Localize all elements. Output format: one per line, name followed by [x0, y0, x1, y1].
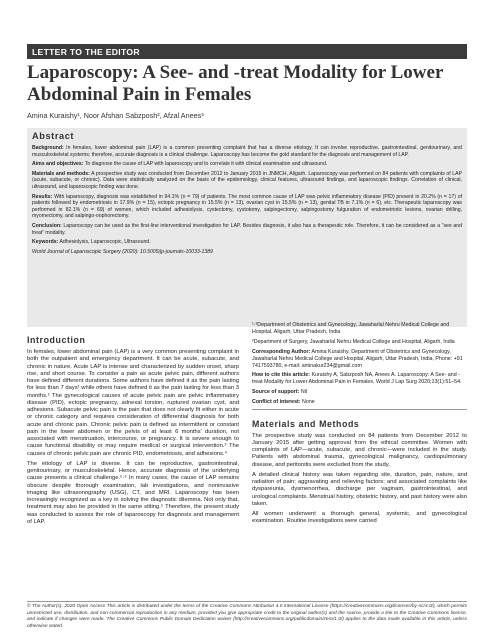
abstract-aims: Aims and objectives: To diagnose the cause of LAP with laparoscopy and to correlate it with clinical examination and ultrasound.: [32, 161, 328, 168]
abstract-conclusion: Conclusion: Laparoscopy can be used as the first-line interventional investigation for LAP. Besides diagnosis, it also has a therapeutic role. Therefore, it can be considered as a “see and treat” modality.: [32, 222, 463, 236]
methods-paragraph-1: The prospective study was conducted on 84 patients from December 2012 to January 2015 after getting approval from the ethical committee. Women with complaints of LAP—acute, subacute, and chronic—were included in the study. Patients with abdominal trauma, gynecological malignancy, cardiopulmonary disease, and peritonitis were excluded from the study.: [252, 432, 467, 468]
left-column: [27, 335, 239, 529]
source-of-support: Source of support: Nil: [252, 389, 308, 396]
methods-heading: Materials and Methods: [252, 418, 360, 429]
affiliation-1: ¹·³Department of Obstetrics and Gynecology, Jawaharlal Nehru Medical College and Hospital, Aligarh, Uttar Pradesh, India: [252, 322, 450, 335]
journal-citation: World Journal of Laparoscopic Surgery (2020): 10.5005/jp-journals-10033-1389: [32, 248, 213, 255]
affiliation-2: ²Department of Surgery, Jawaharlal Nehru Medical College and Hospital, Aligarh, India: [252, 338, 455, 345]
introduction-heading: Introduction: [27, 335, 86, 345]
abstract-keywords: Keywords: Adhesiolysis, Laparoscopic, Ultrasound.: [32, 239, 151, 246]
abstract-background: Background: In females, lower abdominal pain (LAP) is a common presenting complaint that has a diverse etiology. It can involve reproductive, gastrointestinal, genitourinary, and musculoskeletal systems; therefore, accurate diagnosis is a clinical challenge. Laparoscopy has become the gold standard for the diagnosis and management of LAP.: [32, 145, 462, 158]
abstract-box: [27, 128, 467, 327]
conflict-of-interest: Conflict of interest: None: [252, 399, 315, 406]
author-list: Amina Kuraishy¹, Noor Afshan Sabzposh², Afzal Anees³: [27, 111, 204, 120]
article-title: Laparoscopy: A See- and -treat Modality for Lower Abdominal Pain in Females: [27, 62, 444, 105]
footer-divider: [27, 601, 467, 602]
abstract-results: Results: With laparoscopy, diagnosis was established in 94.1% (n = 79) of patients. The most common cause of LAP was pelvic inflammatory disease (PID) present in 20.2% (n = 17) of patients followed by endometriosis in 17.9% (n = 15), ectopic pregnancy in 15.5% (n = 13), ovarian cyst in 15.5% (n = 13), genital TB in 7.1% (n = 6), etc. Therapeutic laparoscopy was performed in 82.1% (n = 69) of women, which included adhesiolysis, cystectomy, cystotomy, salpingectomy, salpingostomy fulguration of endometriotic lesions, ovarian drilling, myomectomy, and salpingo-oophorectomy.: [32, 193, 462, 220]
divider: [252, 409, 467, 410]
corresponding-author: Corresponding Author: Amina Kuraishy, Department of Obstetrics and Gynecology, Jawaharlal Nehru Medical College and Hospital, Aligarh, Uttar Pradesh, India, Phone: +91 7417593780, e-mail: aminakur234@gmail.com: [252, 348, 463, 369]
introduction-paragraph-2: The etiology of LAP is diverse. It can be reproductive, gastrointestinal, genitourinary, or musculoskeletal. Hence, accurate diagnosis of the underlying cause presents a clinical challenge.⁵·⁶ In many cases, the cause of LAP remains obscure despite thorough examination, lab investigations, and noninvasive imaging like ultrasonography (USG), CT, and MRI. Laparoscopy has been increasingly recognized as a key in solving the diagnostic dilemma. Not only that, treatment may also be provided in the same sitting.⁵ Therefore, the present study was conducted to assess the role of laparoscopy for diagnosis and management of LAP.: [27, 460, 239, 525]
introduction-paragraph-1: In females, lower abdominal pain (LAP) is a very common presenting complaint in both the outpatient and emergency department. It can be acute, subacute, and chronic in nature. Acute LAP is intense and characterized by sudden onset, sharp rise, and short course. To consider a pain as acute pelvic pain, different authors have defined different durations. Some authors have defined it as the pain lasting for less than 7 days¹ while others have defined it as the pain lasting for less than 3 months.² The gynecological causes of acute pelvic pain are pelvic inflammatory disease (PID), ectopic pregnancy, adnexal torsion, ruptured ovarian cyst, and adhesions. Subacute pelvic pain is the pain that does not clearly fit either in acute or chronic category and requires consideration of differential diagnosis for both acute and chronic pain. Chronic pelvic pain is defined as intermittent or constant pain in the lower abdomen or the pelvis of at least 6 months' duration, not associated with menstruation, intercourse, or pregnancy. It is severe enough to cause functional disability or may require medical or surgical intervention.³ The causes of chronic pelvic pain are chronic PID, endometriosis, and adhesions.⁴: [27, 349, 239, 457]
right-column: [252, 322, 467, 529]
abstract-methods: Materials and methods: A prospective study was conducted from December 2012 to January 2015 in JNMCH, Aligarh. Laparoscopy was performed on 84 patients with complaints of LAP (acute, subacute, or chronic). Data were statistically analyzed on the basis of the epidemiology, clinical features, ultrasound findings, and laparoscopic findings. Correlation of clinical, ultrasound, and laparoscopic finding was done.: [32, 170, 463, 190]
license-footer: © The Author(s). 2020 Open Access This article is distributed under the terms of the Creative Commons Attribution 4.0 International License (https://creativecommons.org/licenses/by-nc/4.0/), which permits unrestricted use, distribution, and non-commercial reproduction in any medium, provided you give appropriate credit to the original author(s) and the source, provide a link to the Creative Commons license, and indicate if changes were made. The Creative Commons Public Domain Dedication waiver (http://creativecommons.org/publicdomain/zero/1.0/) applies to the data made available in this article, unless otherwise stated.: [27, 604, 467, 629]
methods-paragraph-3: All women underwent a thorough general, systemic, and gynecological examination. Routine investigations were carried: [252, 511, 467, 525]
methods-paragraph-2: A detailed clinical history was taken regarding site, duration, pain, nature, and radiation of pain; aggravating and relieving factors; and associated complaints like dyspareunia, dysmenorrhea, discharge per vaginam, gastrointestinal, and urological complaints. Menstrual history, obstetric history, and past history were also taken.: [252, 471, 468, 507]
article-type-banner: LETTER TO THE EDITOR: [27, 44, 467, 59]
abstract-heading: Abstract: [32, 131, 75, 141]
how-to-cite: How to cite this article: Kuraishy A, Sabzposh NA, Anees A. Laparoscopy: A See- and -treat Modality for Lower Abdominal Pain in Females. World J Lap Surg 2020;13(1):51–54.: [252, 372, 462, 386]
